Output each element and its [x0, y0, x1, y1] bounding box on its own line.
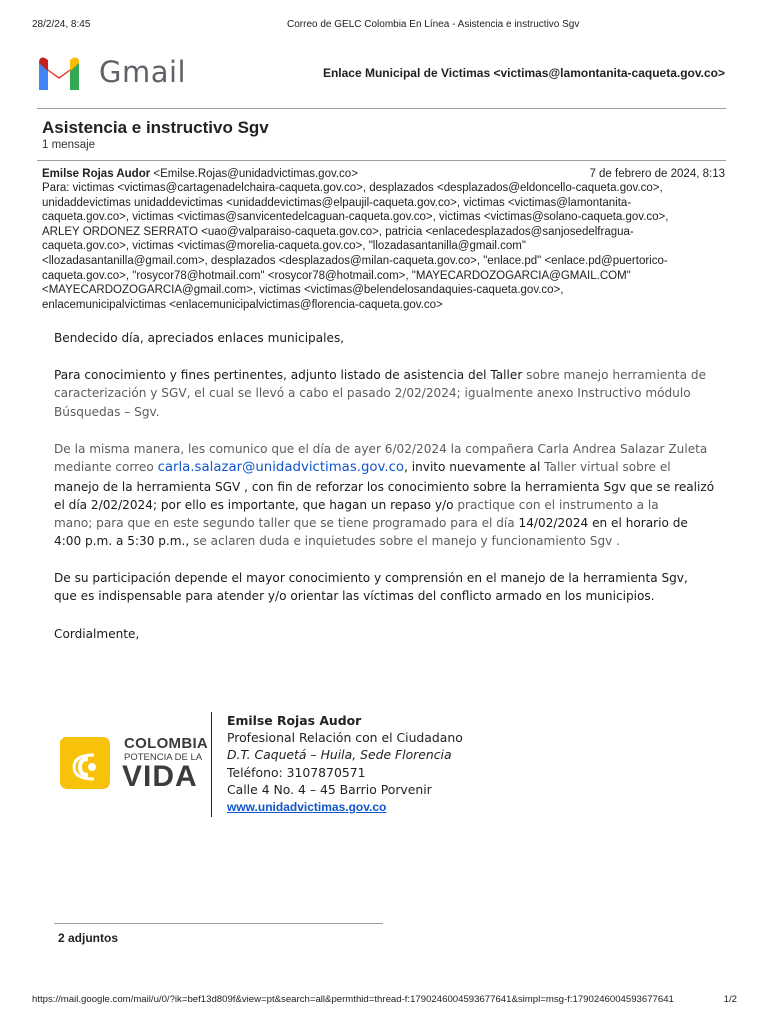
- p2-text: manejo de la herramienta SGV , con fin de reforzar los conocimiento sobre la herramienta Sgv que se realizó: [54, 479, 715, 494]
- logo-line-2: POTENCIA DE LA: [124, 752, 203, 763]
- thread-subject: Asistencia e instructivo Sgv: [42, 118, 269, 137]
- account-header: Enlace Municipal de Victimas <victimas@lamontanita-caqueta.gov.co>: [322, 66, 725, 80]
- p2-text: , invito nuevamente al: [404, 460, 545, 475]
- p2-text: 4:00 p.m. a 5:30 p.m.,: [54, 534, 194, 549]
- gmail-wordmark: Gmail: [99, 55, 187, 89]
- recipients-line: unidaddevictimas unidaddevictimas <unidaddevictimas@elpaujil-caqueta.gov.co>, victimas <victimas@lamontanita-: [42, 196, 632, 209]
- p1-text-muted: sobre manejo herramienta de: [526, 368, 707, 382]
- recipients-list: [42, 181, 732, 312]
- p2-text: el día 2/02/2024; por ello es importante, que hagan un repaso y/o: [54, 497, 458, 512]
- recipients-line: caqueta.gov.co>, victimas <victimas@sanvicentedelcaguan-caqueta.gov.co>, victimas <victimas@solano-caqueta.gov.co>,: [42, 211, 669, 224]
- signature-role: Profesional Relación con el Ciudadano: [227, 730, 463, 746]
- p2-text-muted: mediante correo: [54, 460, 158, 475]
- recipients-line: Para: victimas <victimas@cartagenadelchaira-caqueta.gov.co>, desplazados <desplazados@eldoncello-caqueta.gov.co>,: [42, 182, 663, 194]
- signature-name: Emilse Rojas Audor: [227, 713, 362, 728]
- email-link[interactable]: carla.salazar@unidadvictimas.gov.co: [157, 460, 405, 476]
- thread-divider: [37, 160, 726, 161]
- p2-text-muted: mano; para que en este segundo taller que se tiene programado para el día: [54, 516, 519, 531]
- signature-website-link[interactable]: www.unidadvictimas.gov.co: [227, 800, 387, 815]
- p2-text: 14/02/2024 en el horario de: [518, 516, 688, 531]
- p2-text-muted: se aclaren duda e inquietudes sobre el manejo y funcionamiento Sgv .: [193, 534, 620, 549]
- p2-text-muted: practique con el instrumento a la: [457, 497, 659, 512]
- header-divider: [37, 108, 726, 109]
- paragraph-1: [54, 366, 726, 421]
- recipients-line: ARLEY ORDONEZ SERRATO <uao@valparaiso-caqueta.gov.co>, patricia <enlacedesplazados@sanjosedelfragua-: [42, 225, 634, 238]
- recipients-line: enlacemunicipalvictimas <enlacemunicipalvictimas@florencia-caqueta.gov.co>: [42, 298, 443, 311]
- recipients-line: <llozadasantanilla@gmail.com>, desplazados <desplazados@milan-caqueta.gov.co>, "enlace.pd" <enlace.pd@puertorico-: [42, 254, 668, 267]
- signature-office: D.T. Caquetá – Huila, Sede Florencia: [227, 747, 452, 763]
- signature-divider: [211, 712, 212, 817]
- closing: Cordialmente,: [54, 627, 140, 641]
- print-url: https://mail.google.com/mail/u/0/?ik=bef13d809f&view=pt&search=all&permthid=thread-f:1790246004593677641&simpl=msg-f:1790246004593677641: [32, 994, 674, 1005]
- logo-line-3: VIDA: [122, 760, 198, 793]
- message-date: 7 de febrero de 2024, 8:13: [589, 168, 725, 180]
- recipients-line: caqueta.gov.co>, victimas <victimas@morelia-caqueta.gov.co>, "llozadasantanilla@gmail.com": [42, 240, 526, 253]
- print-datetime: 28/2/24, 8:45: [32, 19, 91, 30]
- p1-text: Para conocimiento y fines pertinentes, adjunto listado de asistencia del Taller: [54, 368, 527, 382]
- p1-text-muted: caracterización y SGV, el cual se llevó a cabo el pasado 2/02/2024; igualmente anexo Instructivo módulo: [54, 386, 691, 401]
- message-count: 1 mensaje: [42, 139, 96, 151]
- logo-line-1: COLOMBIA: [124, 735, 209, 752]
- p1-text-muted: Búsquedas – Sgv.: [54, 404, 160, 419]
- p3-text: De su participación depende el mayor conocimiento y comprensión en el manejo de la herramienta Sgv,: [54, 571, 688, 585]
- sender-name: Emilse Rojas Audor: [42, 168, 151, 180]
- logo-mark-icon: [58, 735, 120, 791]
- colombia-potencia-de-la-vida-logo-icon: [58, 733, 210, 793]
- paragraph-3: [54, 569, 726, 606]
- gmail-m-icon[interactable]: [36, 54, 82, 92]
- recipients-line: <MAYECARDOZOGARCIA@gmail.com>, victimas <victimas@belendelosandaquies-caqueta.gov.co>,: [42, 284, 564, 297]
- paragraph-2: [54, 440, 726, 551]
- sender: [42, 168, 358, 180]
- p3-text: que es indispensable para atender y/o orientar las víctimas del conflicto armado en los municipios.: [54, 589, 655, 604]
- attachments-divider: [54, 923, 383, 924]
- signature-phone: Teléfono: 3107870571: [227, 764, 366, 780]
- recipients-line: caqueta.gov.co>, "rosycor78@hotmail.com" <rosycor78@hotmail.com>, "MAYECARDOZOGARCIA@GMAIL.COM": [42, 269, 631, 282]
- sender-email: <Emilse.Rojas@unidadvictimas.gov.co>: [153, 168, 358, 180]
- attachments-label: 2 adjuntos: [58, 931, 119, 945]
- print-page-number: 1/2: [723, 994, 737, 1005]
- print-title: Correo de GELC Colombia En Línea - Asistencia e instructivo Sgv: [287, 19, 580, 30]
- p2-text-muted: De la misma manera, les comunico que el día de ayer 6/02/2024 la compañera Carla Andrea Salazar Zuleta: [54, 442, 708, 456]
- p2-text-muted: Taller virtual sobre el: [544, 460, 671, 475]
- signature-block: [227, 712, 463, 816]
- signature-address: Calle 4 No. 4 – 45 Barrio Porvenir: [227, 781, 432, 797]
- greeting: Bendecido día, apreciados enlaces municipales,: [54, 331, 345, 345]
